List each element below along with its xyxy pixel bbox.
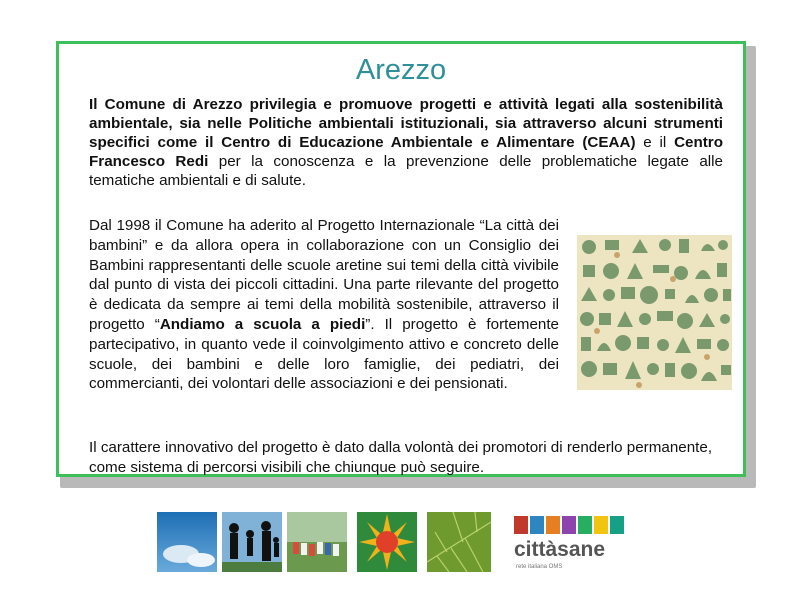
children-city-tail: ”. Il progetto è fortemente partecipativo, in quanto vede il coinvolgimento attivo e concreto delle scuole, dei bambini e delle loro famiglie, dei pediatri, dei commercianti, dei volontari delle associazioni e dei pensionati. (89, 315, 560, 393)
citta-sane-logo (512, 512, 632, 572)
citta-sane-logo-graphic (512, 512, 632, 572)
intro-tail-text: per la conoscenza e la prevenzione delle problematiche legate alle tematiche ambientali e di salute. (89, 153, 723, 189)
family-image (222, 512, 282, 572)
family-silhouette (222, 512, 282, 572)
logo-text: cittàsane (514, 538, 606, 561)
sky-image (157, 512, 217, 572)
paragraph-conclusion: Il carattere innovativo del progetto è dato dalla volontà dei promotori di renderlo permanente, come sistema di percorsi visibili che chiunque può seguire. (89, 439, 713, 476)
sun-drawing (357, 512, 417, 572)
eco-icons-image (577, 235, 732, 390)
leaf-closeup (427, 512, 491, 572)
intro-bold-redi: Centro Francesco Redi (89, 134, 723, 170)
logo-subtitle: rete italiana OMS (516, 564, 563, 570)
paragraph-intro (89, 95, 723, 190)
sky-photo (157, 512, 217, 572)
eco-icons-collage (577, 235, 732, 390)
children-city-text: Dal 1998 il Comune ha aderito al Progetto Internazionale “La città dei bambini” e da allora opera in collaborazione con un Consiglio dei Bambini rappresentanti delle scuole aretine sui temi della città vivibile dal punto di vista dei piccoli cittadini. Una parte rilevante del progetto è dedicata da sempre ai temi della mobilità sostenibile, attraverso il progetto “ (89, 217, 559, 333)
intro-bold-text: Il Comune di Arezzo privilegia e promuove progetti e attività legati alla sostenibilità ambientale, sia nelle Politiche ambientali istituzionali, sia attraverso alcuni strumenti specifici come il Centro di Educazione Ambientale e Alimentare (CEAA) (89, 96, 723, 151)
project-name-bold: Andiamo a scuola a piedi (159, 315, 366, 333)
page-title: Arezzo (355, 54, 447, 86)
footer-images (0, 512, 794, 572)
content-frame (56, 41, 746, 477)
children-image (287, 512, 347, 572)
leaf-image (427, 512, 491, 572)
sun-image (357, 512, 417, 572)
paragraph-children-city (89, 216, 559, 394)
intro-mid-text: e il (635, 134, 675, 151)
children-group-photo (287, 512, 347, 572)
